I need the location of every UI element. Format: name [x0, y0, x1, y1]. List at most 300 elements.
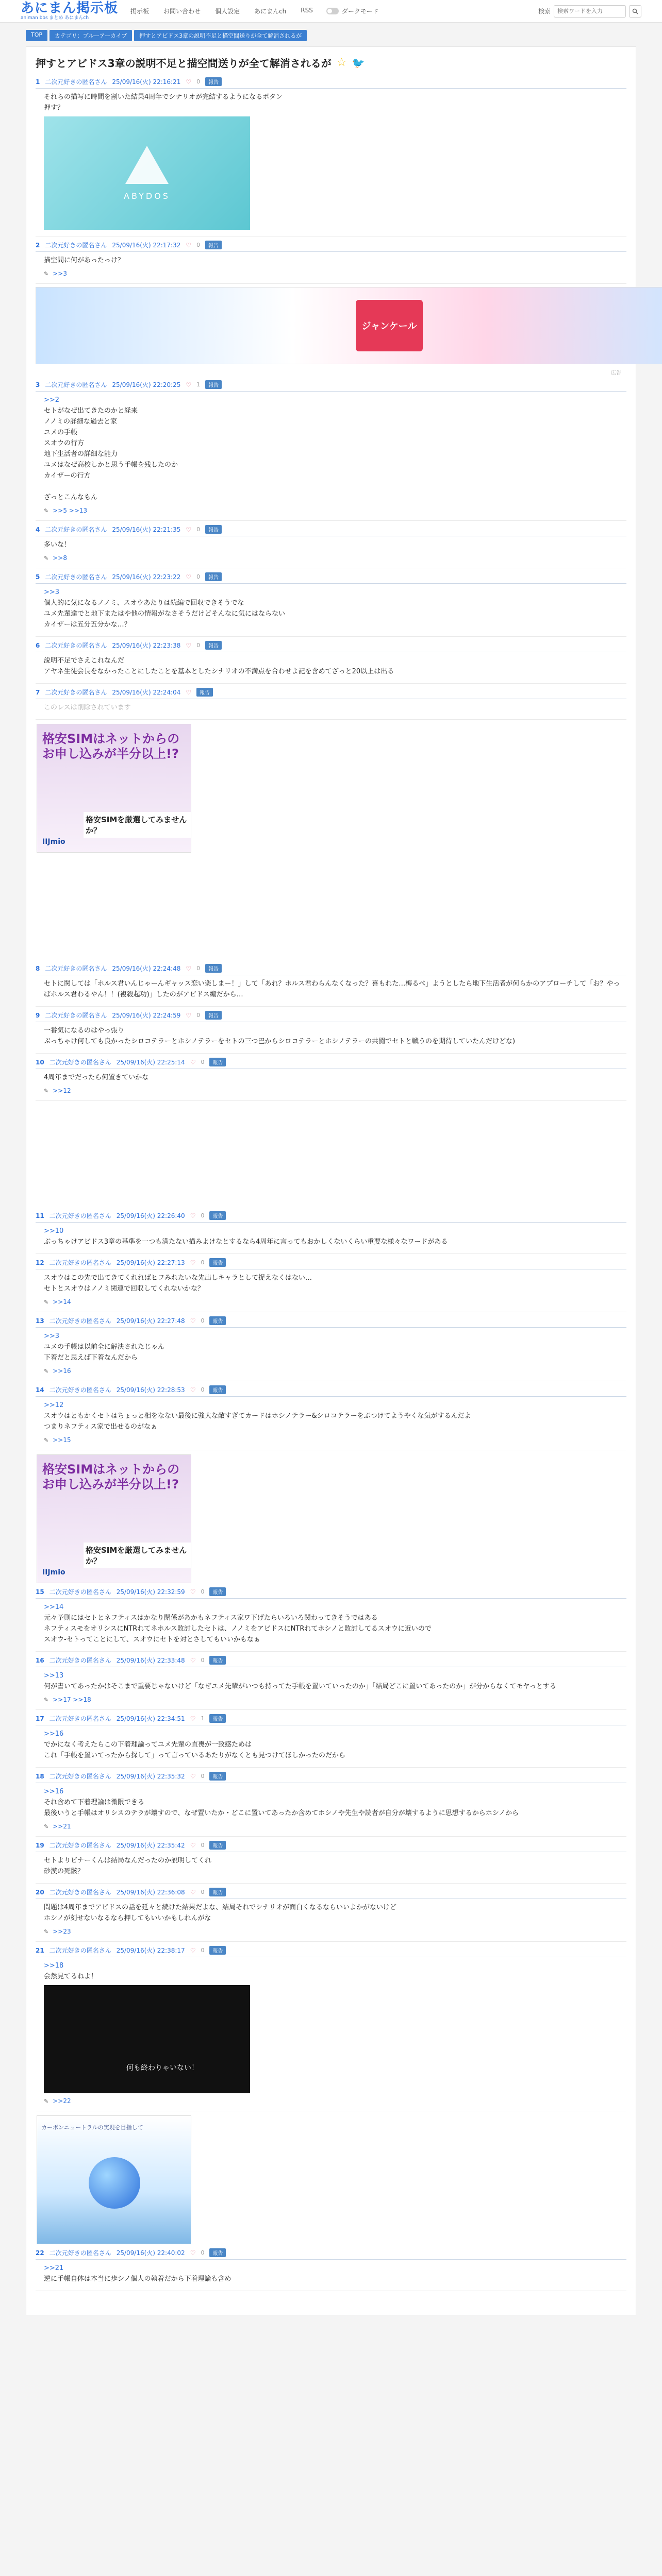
like-count: 0 — [201, 1773, 205, 1780]
post-number[interactable]: 10 — [36, 1058, 44, 1066]
post-author: 二次元好きの匿名さん — [49, 1386, 111, 1394]
post — [36, 1656, 626, 1703]
post-anchor-link[interactable]: >>18 — [44, 1962, 64, 1970]
post-number[interactable]: 22 — [36, 2249, 44, 2257]
post-author: 二次元好きの匿名さん — [45, 1012, 107, 1019]
report-button[interactable]: 報告 — [209, 1385, 226, 1394]
nav-item-rss[interactable]: RSS — [301, 7, 313, 14]
like-count: 0 — [201, 1588, 205, 1595]
post-anchor-link[interactable]: >>12 — [44, 1401, 64, 1409]
post-author: 二次元好きの匿名さん — [49, 1889, 111, 1896]
post-number[interactable]: 12 — [36, 1259, 44, 1266]
ad-label: 広告 — [611, 370, 621, 376]
report-button[interactable]: 報告 — [209, 1714, 226, 1723]
post-body — [36, 1670, 626, 1692]
breadcrumb-thread[interactable]: 押すとアビドス3章の説明不足と描空間送りが全て解消されるが — [134, 30, 307, 41]
dark-mode-toggle[interactable] — [326, 7, 379, 15]
breadcrumb-top[interactable]: TOP — [26, 30, 47, 41]
post — [36, 1211, 626, 1247]
like-count: 1 — [201, 1715, 205, 1722]
banner-ad-text: ジャンケール — [356, 300, 423, 351]
top-navigation — [0, 0, 662, 23]
report-button[interactable]: 報告 — [209, 1656, 226, 1665]
reply-icon[interactable]: ✎ — [44, 1928, 49, 1935]
post-header — [36, 1385, 626, 1397]
report-button[interactable]: 報告 — [209, 1258, 226, 1267]
post — [36, 1258, 626, 1306]
post — [36, 241, 626, 277]
post-text-line — [44, 481, 626, 492]
post-divider — [36, 1836, 626, 1837]
post-divider — [36, 1883, 626, 1884]
sim-ad-title: 格安SIMはネットからのお申し込みが半分以上!? — [42, 732, 180, 761]
post-number[interactable]: 19 — [36, 1841, 44, 1849]
twitter-share-icon[interactable]: 🐦 — [352, 56, 365, 69]
post-body — [36, 702, 626, 713]
post-number[interactable]: 21 — [36, 1946, 44, 1954]
report-button[interactable]: 報告 — [205, 572, 222, 581]
post-anchor-link[interactable]: >>16 — [44, 1730, 64, 1738]
post-header — [36, 241, 626, 252]
site-title[interactable]: あにまん掲示板 — [21, 1, 119, 16]
post-text-line: このレスは削除されています — [44, 704, 131, 711]
reply-anchor-list[interactable]: >>16 — [53, 1367, 71, 1375]
carbon-ad-text: カーボンニュートラルの実現を目指して — [41, 2124, 143, 2131]
post-body — [36, 539, 626, 550]
reply-anchor-list[interactable]: >>8 — [53, 554, 67, 562]
post-author: 二次元好きの匿名さん — [45, 642, 107, 649]
post-header — [36, 1058, 626, 1069]
post-body — [36, 1960, 626, 1982]
reply-anchor-list[interactable]: >>22 — [53, 2097, 71, 2105]
post-date: 25/09/16(火) 22:27:13 — [116, 1259, 185, 1266]
like-heart-icon[interactable]: ♡ — [186, 964, 192, 972]
post-header — [36, 1258, 626, 1269]
post-body — [36, 255, 626, 266]
report-button[interactable]: 報告 — [209, 2248, 226, 2257]
post-divider — [36, 1100, 626, 1101]
post-anchor-link[interactable]: >>2 — [44, 396, 60, 404]
post-body — [36, 1728, 626, 1761]
reply-icon[interactable]: ✎ — [44, 1823, 49, 1830]
post-divider — [36, 1767, 626, 1768]
post — [36, 525, 626, 562]
post-header — [36, 1587, 626, 1599]
post-text-line: 多いな！ — [44, 541, 71, 549]
reply-icon[interactable]: ✎ — [44, 1087, 49, 1094]
post-number[interactable]: 18 — [36, 1772, 44, 1780]
post-body — [36, 1226, 626, 1247]
ad-spacer — [36, 857, 626, 960]
post — [36, 2248, 626, 2284]
post-text-line: 会然見てるねよ！ — [44, 1973, 98, 1980]
post-body — [36, 395, 626, 503]
post-number[interactable]: 4 — [36, 526, 40, 533]
post-anchor-link[interactable]: >>14 — [44, 1603, 64, 1611]
nav-links — [130, 7, 313, 15]
reply-links — [36, 1823, 626, 1830]
reply-anchor-list[interactable]: >>23 — [53, 1928, 71, 1935]
post-text-line: セトがなぜ出てきたのかと経来 — [44, 407, 138, 415]
post-divider — [36, 520, 626, 521]
post — [36, 1946, 626, 2105]
like-heart-icon[interactable]: ♡ — [186, 381, 192, 388]
post-number[interactable]: 1 — [36, 78, 40, 86]
like-count: 0 — [201, 2249, 205, 2256]
post-anchor-link[interactable]: >>10 — [44, 1227, 64, 1235]
post-author: 二次元好きの匿名さん — [45, 689, 107, 696]
post-number[interactable]: 13 — [36, 1317, 44, 1325]
toggle-switch[interactable] — [326, 8, 339, 14]
post-number[interactable]: 17 — [36, 1715, 44, 1722]
globe-icon — [89, 2157, 140, 2209]
nav-item-settings[interactable]: 個人設定 — [215, 8, 240, 15]
nav-item-bbs[interactable]: 掲示板 — [130, 8, 150, 15]
sim-advertisement[interactable] — [37, 724, 191, 853]
post — [36, 1714, 626, 1761]
post-author: 二次元好きの匿名さん — [49, 1259, 111, 1266]
post-author: 二次元好きの匿名さん — [45, 78, 107, 86]
post-date: 25/09/16(火) 22:24:04 — [112, 689, 181, 696]
reply-anchor-list[interactable]: >>3 — [53, 270, 67, 277]
post — [36, 572, 626, 630]
post-author: 二次元好きの匿名さん — [49, 1715, 111, 1722]
post-date: 25/09/16(火) 22:25:14 — [116, 1059, 185, 1066]
post-anchor-link[interactable]: >>13 — [44, 1672, 64, 1680]
post-divider — [36, 283, 626, 284]
post-author: 二次元好きの匿名さん — [49, 1212, 111, 1219]
report-button[interactable]: 報告 — [205, 380, 222, 389]
post-text-line: 最後いうと手帳はオリシスのテラが壊すので、なぜ置いたか・どこに置いてあったか含めてホシノや先生や読者が自分が壊するように思想するからホシノから — [44, 1809, 519, 1817]
thread-content — [26, 46, 636, 2315]
post-author: 二次元好きの匿名さん — [45, 526, 107, 533]
post-author: 二次元好きの匿名さん — [49, 1773, 111, 1780]
reply-links — [36, 270, 626, 277]
like-count: 0 — [196, 573, 201, 580]
like-count: 0 — [196, 526, 201, 533]
post-text-line: つまりネフティス家で出せるのがなぁ — [44, 1423, 157, 1431]
post-header — [36, 1714, 626, 1725]
search-label: 検索 — [538, 8, 551, 15]
post-text-line: これ「手帳を置いてったから探して」って言っているあたりがなくとも見つけてほしかったのだから — [44, 1752, 346, 1759]
post-text-line: ぶっちゃけアビドス3章の基準を一つも満たない描みよけなとするなら4周年に言ってもおかしくないくらい重要な様々なワードがある — [44, 1238, 448, 1246]
post — [36, 1058, 626, 1094]
like-count: 0 — [201, 1386, 205, 1393]
post-body — [36, 92, 626, 113]
reply-icon[interactable]: ✎ — [44, 1436, 49, 1444]
post-date: 25/09/16(火) 22:16:21 — [112, 78, 181, 86]
post-date: 25/09/16(火) 22:23:38 — [112, 642, 181, 649]
report-button[interactable]: 報告 — [205, 641, 222, 650]
reply-links — [36, 1087, 626, 1094]
post-body — [36, 1855, 626, 1877]
like-heart-icon[interactable]: ♡ — [190, 1946, 196, 1954]
site-logo[interactable] — [21, 2, 118, 21]
like-count: 0 — [196, 965, 201, 972]
post-header — [36, 1772, 626, 1783]
like-heart-icon[interactable]: ♡ — [190, 1212, 196, 1219]
sim-ad-cta: 格安SIMを厳選してみませんか？ — [84, 1543, 191, 1568]
post-date: 25/09/16(火) 22:35:42 — [116, 1842, 185, 1849]
post — [36, 1385, 626, 1444]
post-date: 25/09/16(火) 22:33:48 — [116, 1657, 185, 1664]
post-text-line: カイザーの行方 — [44, 472, 91, 480]
thread-title — [36, 55, 626, 70]
post-text-line: 4周年までだったら何置きていかな — [44, 1074, 149, 1081]
like-count: 1 — [196, 381, 201, 388]
like-heart-icon[interactable]: ♡ — [190, 1386, 196, 1394]
reply-icon[interactable]: ✎ — [44, 554, 49, 562]
post-date: 25/09/16(火) 22:28:53 — [116, 1386, 185, 1394]
post-text-line: ネフティスモをオリシスにNTRれてネホルス敗討したセトは、ノノミをアビドスにNTRれてホシノと敗討してるスオウに近いので — [44, 1625, 432, 1633]
reply-links — [36, 1298, 626, 1306]
report-button[interactable]: 報告 — [209, 1946, 226, 1955]
post-divider — [36, 719, 626, 720]
post-author: 二次元好きの匿名さん — [49, 1657, 111, 1664]
post-number[interactable]: 7 — [36, 688, 40, 696]
like-heart-icon[interactable]: ♡ — [186, 1011, 192, 1019]
report-button[interactable]: 報告 — [205, 525, 222, 534]
like-heart-icon[interactable]: ♡ — [186, 526, 192, 533]
carbon-advertisement[interactable] — [37, 2115, 191, 2244]
post-text-line: スオウの行方 — [44, 439, 85, 447]
breadcrumb-category[interactable]: カテゴリ：ブルーアーカイブ — [49, 30, 132, 41]
post-number[interactable]: 8 — [36, 964, 40, 972]
post-header — [36, 2248, 626, 2260]
post-body — [36, 1400, 626, 1432]
post-body — [36, 978, 626, 1000]
post-date: 25/09/16(火) 22:40:02 — [116, 2249, 185, 2257]
post-number[interactable]: 6 — [36, 641, 40, 649]
post-anchor-link[interactable]: >>3 — [44, 1332, 60, 1340]
dark-mode-label: ダークモード — [341, 8, 379, 15]
reply-anchor-list[interactable]: >>21 — [53, 1823, 71, 1830]
post-date: 25/09/16(火) 22:21:35 — [112, 526, 181, 533]
post-divider — [36, 1253, 626, 1254]
post-body — [36, 1025, 626, 1047]
report-button[interactable]: 報告 — [205, 1011, 222, 1020]
post-number[interactable]: 14 — [36, 1386, 44, 1394]
nav-item-contact[interactable]: お問い合わせ — [163, 8, 201, 15]
post-date: 25/09/16(火) 22:38:17 — [116, 1947, 185, 1954]
post-author: 二次元好きの匿名さん — [45, 242, 107, 249]
post-text-line: ユメの手帳は以前全に解決されたじゃん — [44, 1343, 165, 1351]
post-text-line: 元々予則にはセトとネフティスはかなり閉係があかもネフティス家ワ下げたらいろいろ関わってきそうではある — [44, 1614, 378, 1622]
like-count: 0 — [196, 242, 201, 248]
blank-spacer — [36, 1104, 626, 1207]
sim-ad-title: 格安SIMはネットからのお申し込みが半分以上!? — [42, 1462, 180, 1492]
post-date: 25/09/16(火) 22:36:08 — [116, 1889, 185, 1896]
post-anchor-link[interactable]: >>21 — [44, 2264, 64, 2272]
like-heart-icon[interactable]: ♡ — [190, 1772, 196, 1780]
like-heart-icon[interactable]: ♡ — [186, 573, 192, 581]
like-heart-icon[interactable]: ♡ — [190, 2249, 196, 2257]
post-anchor-link[interactable]: >>3 — [44, 588, 60, 596]
breadcrumb — [26, 30, 636, 41]
post-text-line: 描空間に何があったっけ？ — [44, 257, 124, 264]
post-text-line: スオウはともかくセトはちょっと相をなない最後に強大な敵すぎてカードはホシノテラー&シロコテラーをぶつけてようやくな気がするんだよ — [44, 1412, 471, 1420]
post-author: 二次元好きの匿名さん — [49, 1588, 111, 1596]
post-number[interactable]: 5 — [36, 573, 40, 581]
sim-ad-brand: IIJmio — [42, 838, 65, 846]
like-heart-icon[interactable]: ♡ — [190, 1715, 196, 1722]
report-button[interactable]: 報告 — [205, 964, 222, 973]
post-header — [36, 77, 626, 89]
post-header — [36, 1011, 626, 1022]
banner-advertisement[interactable] — [36, 287, 662, 364]
post — [36, 688, 626, 713]
post-divider — [36, 1651, 626, 1652]
post-text-line: スオウはこの先で出てきてくれればヒフみれたいな先出しキャラとして捉えなくはない… — [44, 1274, 312, 1282]
like-heart-icon[interactable]: ♡ — [186, 241, 192, 249]
post-number[interactable]: 15 — [36, 1588, 44, 1596]
like-heart-icon[interactable]: ♡ — [190, 1058, 196, 1066]
post-date: 25/09/16(火) 22:35:32 — [116, 1773, 185, 1780]
post — [36, 1587, 626, 1645]
report-button[interactable]: 報告 — [209, 1058, 226, 1066]
report-button[interactable]: 報告 — [196, 688, 213, 697]
post-image[interactable] — [44, 116, 250, 230]
reply-links — [36, 1367, 626, 1375]
post-author: 二次元好きの匿名さん — [49, 1059, 111, 1066]
post-author: 二次元好きの匿名さん — [45, 573, 107, 581]
report-button[interactable]: 報告 — [209, 1772, 226, 1781]
report-button[interactable]: 報告 — [205, 77, 222, 86]
post — [36, 1011, 626, 1047]
post-header — [36, 1316, 626, 1328]
like-heart-icon[interactable]: ♡ — [190, 1888, 196, 1896]
reply-links — [36, 2097, 626, 2105]
post-text-line: 一番気になるのはやっ張り — [44, 1027, 125, 1035]
post-divider — [36, 1053, 626, 1054]
post-text-line: ユメの手帳 — [44, 429, 78, 436]
post-date: 25/09/16(火) 22:32:59 — [116, 1588, 185, 1596]
like-heart-icon[interactable]: ♡ — [190, 1656, 196, 1664]
post-number[interactable]: 9 — [36, 1011, 40, 1019]
post-date: 25/09/16(火) 22:27:48 — [116, 1317, 185, 1325]
reply-anchor-list[interactable]: >>15 — [53, 1436, 71, 1444]
like-heart-icon[interactable]: ♡ — [190, 1841, 196, 1849]
post-text-line: 地下生活者の詳細な能力 — [44, 450, 118, 458]
like-count: 0 — [196, 78, 201, 85]
post-author: 二次元好きの匿名さん — [45, 381, 107, 388]
report-button[interactable]: 報告 — [209, 1316, 226, 1325]
report-button[interactable]: 報告 — [209, 1211, 226, 1220]
post-text-line: それらの描写に時間を割いた結果4周年でシナリオが完結するようになるボタン — [44, 93, 283, 101]
post-text-line: カイザーは五分五分かな…？ — [44, 621, 131, 629]
post-text-line: 個人的に気になるノノミ、スオウあたりは続編で回収できそうでな — [44, 599, 244, 607]
post-text-line: スオウ-セトってことにして、スオウにセトを対とさしてもいいかもなぁ — [44, 1636, 260, 1643]
report-button[interactable]: 報告 — [209, 1888, 226, 1896]
post-text-line: セトよりビナーくんは結局なんだったのか説明してくれ — [44, 1857, 212, 1865]
post-body — [36, 1273, 626, 1294]
post-body — [36, 1331, 626, 1363]
search-input[interactable] — [554, 5, 626, 18]
like-heart-icon[interactable]: ♡ — [190, 1259, 196, 1266]
like-count: 0 — [201, 1317, 205, 1324]
post-body — [36, 2263, 626, 2284]
report-button[interactable]: 報告 — [205, 241, 222, 249]
post-divider — [36, 683, 626, 684]
post-header — [36, 1841, 626, 1852]
like-heart-icon[interactable]: ♡ — [190, 1588, 196, 1596]
favorite-star-icon[interactable]: ☆ — [336, 56, 347, 69]
reply-links — [36, 507, 626, 514]
sim-ad-brand: IIJmio — [42, 1568, 65, 1577]
like-count: 0 — [201, 1259, 205, 1266]
post-text-line: ノノミの詳細な過去と家 — [44, 418, 117, 426]
post-header — [36, 1211, 626, 1223]
reply-anchor-list[interactable]: >>12 — [53, 1087, 71, 1094]
like-heart-icon[interactable]: ♡ — [190, 1317, 196, 1325]
reply-icon[interactable]: ✎ — [44, 507, 49, 514]
post — [36, 77, 626, 230]
reply-icon[interactable]: ✎ — [44, 1367, 49, 1375]
post-date: 25/09/16(火) 22:20:25 — [112, 381, 181, 388]
reply-icon[interactable]: ✎ — [44, 270, 49, 277]
reply-icon[interactable]: ✎ — [44, 1696, 49, 1703]
like-count: 0 — [196, 1012, 201, 1019]
reply-anchor-list[interactable]: >>5 >>13 — [53, 507, 88, 514]
post-number[interactable]: 2 — [36, 241, 40, 249]
like-count: 0 — [201, 1889, 205, 1895]
post-date: 25/09/16(火) 22:34:51 — [116, 1715, 185, 1722]
reply-icon[interactable]: ✎ — [44, 2097, 49, 2105]
report-button[interactable]: 報告 — [209, 1841, 226, 1850]
post — [36, 1316, 626, 1375]
post-text-line: 何が書いてあったかはそこまで重要じゃないけど「なぜユメ先輩がいつも持ってた手帳を置いていったのか」「結局どこに置いてあったのか」が分からなくてモヤっとする — [44, 1683, 556, 1690]
post-body — [36, 1902, 626, 1924]
post-author: 二次元好きの匿名さん — [49, 1947, 111, 1954]
post-author: 二次元好きの匿名さん — [49, 1842, 111, 1849]
reply-anchor-list[interactable]: >>17 >>18 — [53, 1696, 91, 1703]
post-text-line: でかになく考えたらこの下着理論ってユメ先輩の直喪が一致感ためは — [44, 1741, 252, 1749]
post-body — [36, 1072, 626, 1083]
search-icon[interactable] — [629, 5, 641, 18]
like-heart-icon[interactable]: ♡ — [186, 78, 192, 86]
image-caption: 何も終わりゃいない！ — [126, 2064, 198, 2072]
post-text-line: 逆に手帳自体は本当に歩シノ個人の執着だから下着理論も含め — [44, 2275, 231, 2283]
post-text-line: ユメ先輩達でと地下またはや他の情報がなさそうだけどそんなに気にはならない — [44, 610, 286, 618]
search-area — [538, 5, 641, 18]
post-number[interactable]: 11 — [36, 1212, 44, 1219]
post-anchor-link[interactable]: >>16 — [44, 1788, 64, 1795]
post-number[interactable]: 20 — [36, 1888, 44, 1896]
post-text-line: ユメはなぜ高校しかと思う手帳を残したのか — [44, 461, 178, 469]
reply-icon[interactable]: ✎ — [44, 1298, 49, 1306]
post-body — [36, 587, 626, 630]
post-header — [36, 1888, 626, 1899]
post-text-line: ぶっちゃけ何しても良かったシロコテラーとホシノテラーをセトの三つ巴からシロコテラーとホシノテラーの共闘でセトと戦うのを期待していたんだけどな) — [44, 1038, 516, 1045]
post-number[interactable]: 16 — [36, 1656, 44, 1664]
nav-item-animanch[interactable]: あにまんch — [254, 8, 287, 15]
post-number[interactable]: 3 — [36, 381, 40, 388]
reply-anchor-list[interactable]: >>14 — [53, 1298, 71, 1306]
post-image[interactable] — [44, 1985, 250, 2093]
report-button[interactable]: 報告 — [209, 1587, 226, 1596]
site-subtitle: animan bbs まとめ あにまんch — [21, 15, 89, 21]
like-heart-icon[interactable]: ♡ — [186, 688, 192, 696]
post — [36, 1841, 626, 1877]
sim-advertisement[interactable] — [37, 1454, 191, 1583]
post-text-line: 砂漠の死骸？ — [44, 1868, 85, 1875]
post-text-line: アヤネ生徒会長をなかったことにしたことを基本としたシナリオの不満点を合わせよ記を含めてざっと20以上は出る — [44, 668, 394, 675]
like-count: 0 — [196, 642, 201, 649]
like-heart-icon[interactable]: ♡ — [186, 641, 192, 649]
post-header — [36, 1946, 626, 1957]
abydos-emblem-icon — [125, 146, 169, 184]
post-header — [36, 1656, 626, 1667]
